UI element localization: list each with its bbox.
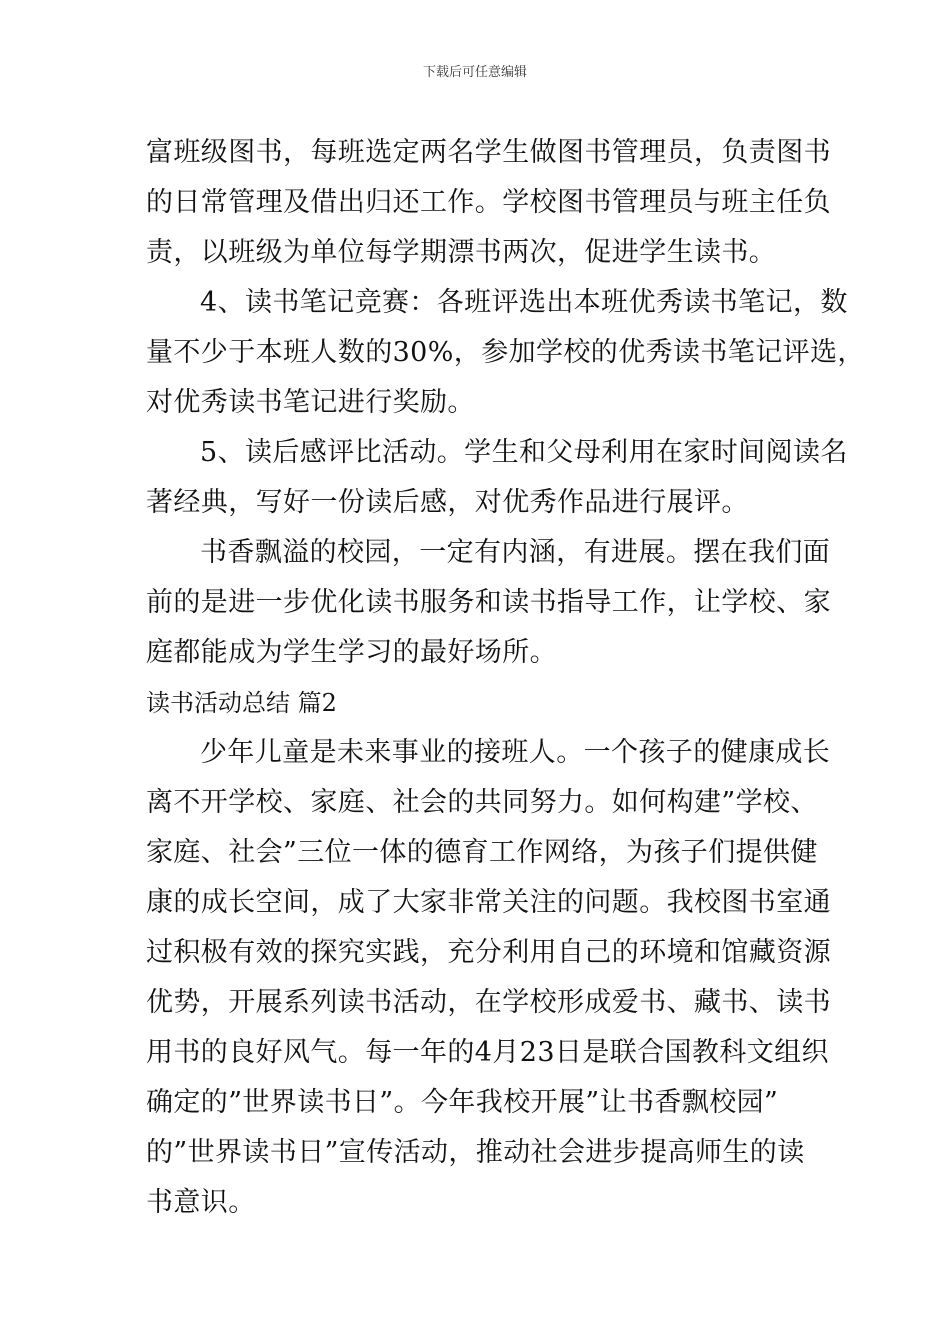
paragraph-start-line: 书香飘溢的校园，一定有内涵，有进展。摆在我们面 <box>200 537 831 568</box>
body-line: 书意识。 <box>146 1187 256 1218</box>
page-header: 下载后可任意编辑 <box>422 65 527 80</box>
body-line: 用书的良好风气。每一年的4月23日是联合国教科文组织 <box>146 1037 829 1068</box>
body-line: 优势，开展系列读书活动，在学校形成爱书、藏书、读书 <box>146 987 831 1018</box>
body-line: 的日常管理及借出归还工作。学校图书管理员与班主任负 <box>146 187 831 218</box>
body-line: 量不少于本班人数的30%，参加学校的优秀读书笔记评选， <box>146 337 865 368</box>
body-line: 对优秀读书笔记进行奖励。 <box>146 387 475 418</box>
body-line: 家庭、社会”三位一体的德育工作网络，为孩子们提供健 <box>146 837 818 868</box>
body-line: 的”世界读书日”宣传活动，推动社会进步提高师生的读 <box>146 1137 805 1168</box>
item-4-line: 4、读书笔记竞赛：各班评选出本班优秀读书笔记，数 <box>200 287 848 318</box>
paragraph-start-line: 少年儿童是未来事业的接班人。一个孩子的健康成长 <box>200 737 831 768</box>
body-line: 过积极有效的探究实践，充分利用自己的环境和馆藏资源 <box>146 937 831 968</box>
item-5-line: 5、读后感评比活动。学生和父母利用在家时间阅读名 <box>200 437 848 468</box>
body-line: 富班级图书，每班选定两名学生做图书管理员，负责图书 <box>146 137 831 168</box>
body-line: 庭都能成为学生学习的最好场所。 <box>146 637 557 668</box>
body-line: 离不开学校、家庭、社会的共同努力。如何构建”学校、 <box>146 787 818 818</box>
body-line: 著经典，写好一份读后感，对优秀作品进行展评。 <box>146 487 749 518</box>
body-line: 康的成长空间，成了大家非常关注的问题。我校图书室通 <box>146 887 831 918</box>
section-heading: 读书活动总结 篇2 <box>146 689 337 717</box>
body-line: 责，以班级为单位每学期漂书两次，促进学生读书。 <box>146 237 777 268</box>
body-line: 前的是进一步优化读书服务和读书指导工作，让学校、家 <box>146 587 831 618</box>
document-body <box>146 128 865 1228</box>
body-line: 确定的”世界读书日”。今年我校开展”让书香飘校园” <box>146 1087 779 1118</box>
